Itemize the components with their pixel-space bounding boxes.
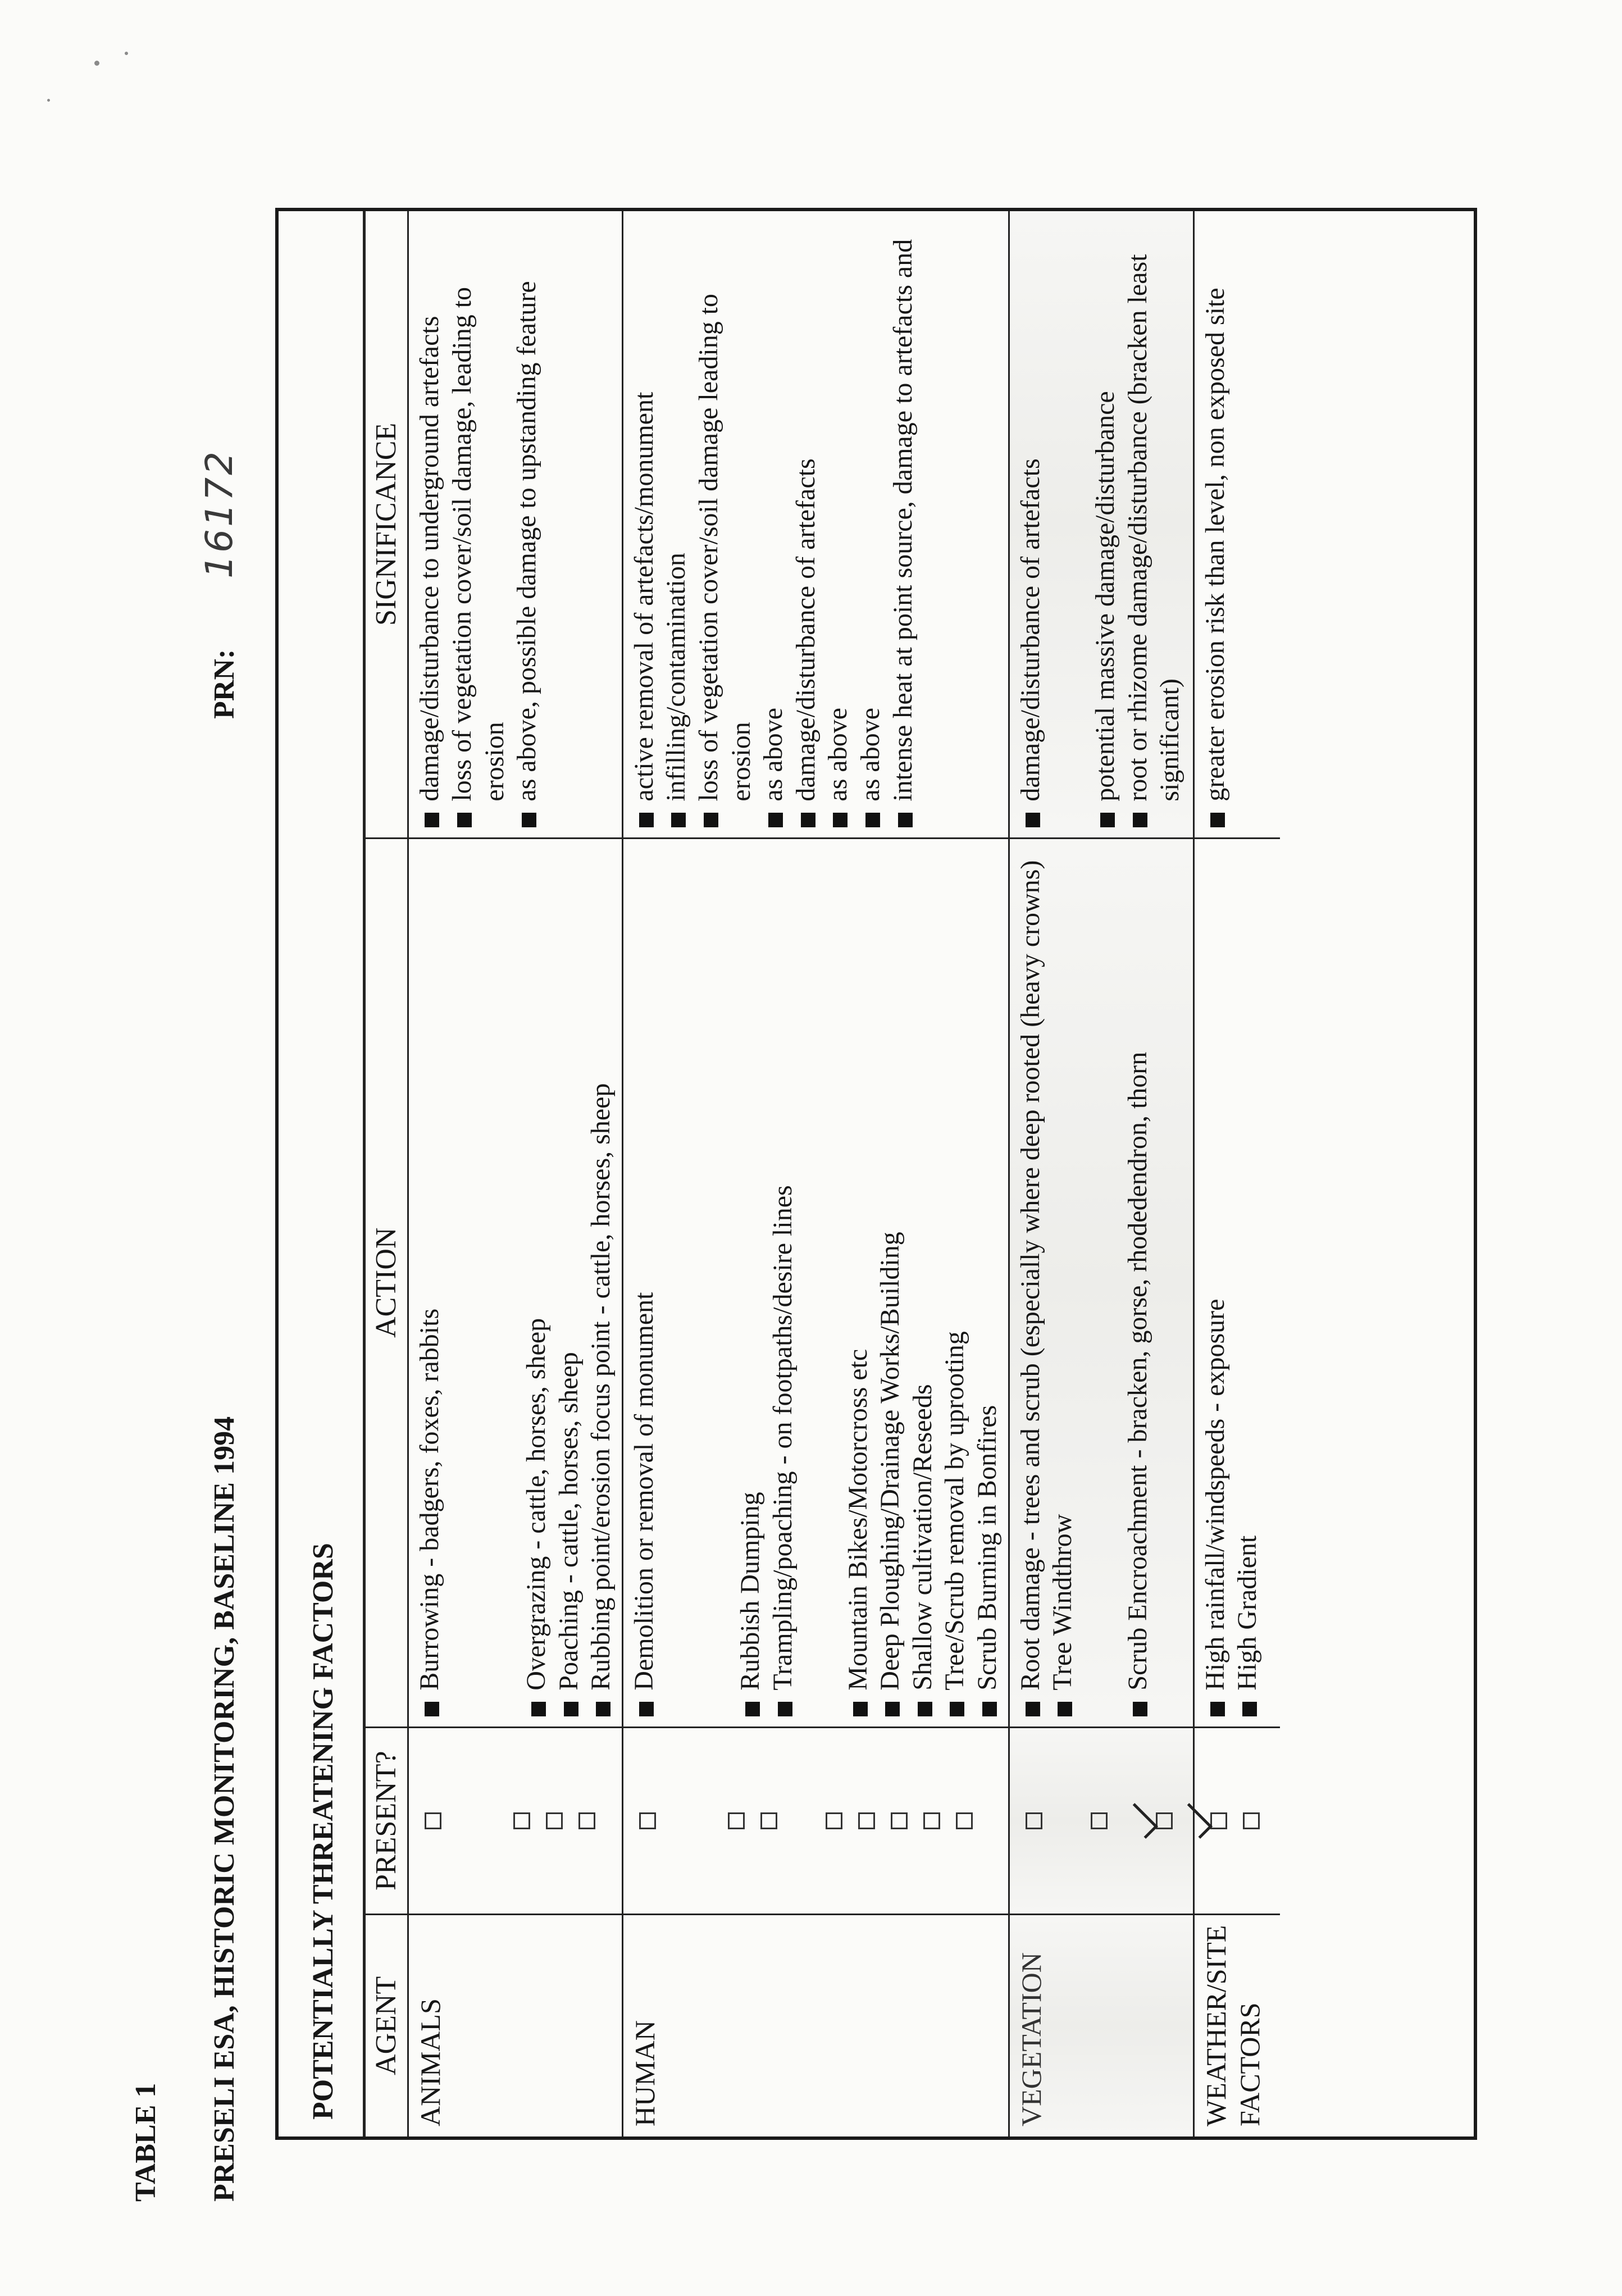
significance-item: damage/disturbance of artefacts	[1015, 458, 1045, 801]
action-cell	[408, 838, 622, 1727]
table-label: TABLE 1	[130, 2083, 162, 2202]
significance-cell	[622, 211, 1009, 838]
rotated-page	[101, 112, 1516, 2218]
square-bullet-icon	[1026, 813, 1040, 827]
header-row	[365, 211, 408, 2136]
square-bullet-icon	[745, 1702, 760, 1716]
square-bullet-icon	[778, 1702, 792, 1716]
action-item: Root damage - trees and scrub (especially where deep rooted (heavy crowns)	[1015, 860, 1045, 1691]
square-bullet-icon	[950, 1702, 964, 1716]
action-item: Shallow cultivation/Reseeds	[907, 1384, 937, 1691]
checkbox[interactable]	[1243, 1812, 1260, 1829]
significance-item: infilling/contamination	[661, 553, 691, 801]
significance-cell	[1009, 211, 1193, 838]
square-bullet-icon	[1210, 1702, 1225, 1716]
square-bullet-icon	[671, 813, 686, 827]
header-present: PRESENT?	[365, 1727, 408, 1914]
action-item: Overgrazing - cattle, horses, sheep	[521, 1318, 551, 1691]
action-item: Deep Ploughing/Drainage Works/Building	[875, 1232, 905, 1691]
square-bullet-icon	[768, 813, 783, 827]
checkbox[interactable]	[1091, 1812, 1108, 1829]
significance-item: as above, possible damage to upstanding feature	[512, 281, 542, 801]
action-cell	[1193, 838, 1280, 1727]
table-row-weather	[1193, 211, 1280, 2136]
square-bullet-icon	[704, 813, 718, 827]
action-item: Poaching - cattle, horses, sheep	[553, 1352, 584, 1691]
header-action: ACTION	[365, 838, 408, 1727]
action-item: Burrowing - badgers, foxes, rabbits	[414, 1308, 445, 1691]
action-item: Tree/Scrub removal by uprooting	[940, 1331, 970, 1691]
square-bullet-icon	[801, 813, 815, 827]
action-item: Demolition or removal of monument	[628, 1292, 659, 1691]
square-bullet-icon	[1100, 813, 1115, 827]
significance-item: active removal of artefacts/monument	[628, 391, 659, 801]
checkbox[interactable]	[639, 1812, 656, 1829]
checkbox[interactable]	[858, 1812, 875, 1829]
table-row-vegetation	[1009, 211, 1193, 2136]
square-bullet-icon	[885, 1702, 900, 1716]
checkbox[interactable]	[891, 1812, 908, 1829]
action-item: Tree Windthrow	[1047, 1514, 1078, 1691]
action-item: Rubbing point/erosion focus point - cattle, horses, sheep	[586, 1083, 616, 1691]
checkbox[interactable]	[513, 1812, 530, 1829]
square-bullet-icon	[564, 1702, 578, 1716]
significance-item: as above	[823, 708, 853, 801]
action-item: Scrub Burning in Bonfires	[972, 1405, 1002, 1691]
checkbox[interactable]	[728, 1812, 745, 1829]
checkbox[interactable]	[923, 1812, 940, 1829]
significance-item: damage/disturbance to underground artefacts	[414, 316, 445, 801]
square-bullet-icon	[639, 813, 654, 827]
agent-cell: HUMAN	[622, 1914, 1009, 2136]
checkbox[interactable]	[956, 1812, 973, 1829]
agent-cell: VEGETATION	[1009, 1914, 1193, 2136]
square-bullet-icon	[457, 813, 472, 827]
significance-item: damage/disturbance of artefacts	[790, 458, 821, 801]
square-bullet-icon	[425, 1702, 439, 1716]
scan-speck	[47, 99, 50, 102]
significance-item: intense heat at point source, damage to artefacts and	[887, 239, 918, 801]
document-heading	[198, 124, 241, 2202]
action-item: Trampling/poaching - on footpaths/desire lines	[767, 1185, 798, 1691]
square-bullet-icon	[918, 1702, 932, 1716]
action-item: Scrub Encroachment - bracken, gorse, rhodedendron, thorn	[1122, 1051, 1152, 1691]
square-bullet-icon	[898, 813, 913, 827]
significance-item: root or rhizome damage/disturbance (bracken least significant)	[1122, 254, 1185, 801]
present-cell	[408, 1727, 622, 1914]
heading-title: PRESELI ESA, HISTORIC MONITORING, BASELINE 1994	[208, 1416, 240, 2202]
scan-speck	[125, 52, 128, 55]
checkbox[interactable]	[760, 1812, 777, 1829]
checkbox[interactable]	[546, 1812, 563, 1829]
square-bullet-icon	[1058, 1702, 1072, 1716]
checkbox[interactable]	[425, 1812, 441, 1829]
significance-cell	[408, 211, 622, 838]
header-significance: SIGNIFICANCE	[365, 211, 408, 838]
square-bullet-icon	[833, 813, 848, 827]
present-cell	[622, 1727, 1009, 1914]
checkbox[interactable]	[578, 1812, 595, 1829]
square-bullet-icon	[596, 1702, 610, 1716]
present-cell	[1009, 1727, 1193, 1914]
significance-item: greater erosion risk than level, non exposed site	[1200, 288, 1230, 801]
prn-handwritten-value: 16172	[198, 449, 241, 578]
agent-cell: ANIMALS	[408, 1914, 622, 2136]
square-bullet-icon	[425, 813, 439, 827]
header-agent: AGENT	[365, 1914, 408, 2136]
action-item: Mountain Bikes/Motorcross etc	[842, 1349, 873, 1691]
scan-speck	[94, 61, 99, 66]
significance-item: as above	[758, 708, 789, 801]
square-bullet-icon	[1242, 1702, 1257, 1716]
checkbox[interactable]	[1026, 1812, 1042, 1829]
checkbox[interactable]	[826, 1812, 842, 1829]
square-bullet-icon	[1133, 813, 1147, 827]
action-item: High Gradient	[1232, 1535, 1263, 1691]
action-cell	[1009, 838, 1193, 1727]
section-title: POTENTIALLY THREATENING FACTORS	[307, 1543, 339, 2120]
significance-item: potential massive damage/disturbance	[1090, 391, 1120, 801]
square-bullet-icon	[639, 1702, 654, 1716]
present-cell	[1193, 1727, 1280, 1914]
square-bullet-icon	[1210, 813, 1225, 827]
prn-label: PRN:	[208, 649, 240, 719]
significance-item: as above	[855, 708, 885, 801]
action-cell	[622, 838, 1009, 1727]
square-bullet-icon	[1026, 1702, 1040, 1716]
action-item: Rubbish Dumping	[735, 1492, 766, 1691]
checkbox-checked[interactable]	[1210, 1812, 1227, 1829]
factors-table	[363, 211, 1280, 2136]
table-row-human	[622, 211, 1009, 2136]
square-bullet-icon	[853, 1702, 868, 1716]
square-bullet-icon	[865, 813, 880, 827]
checkbox-checked[interactable]	[1156, 1812, 1173, 1829]
square-bullet-icon	[982, 1702, 997, 1716]
significance-item: loss of vegetation cover/soil damage leading to erosion	[693, 293, 756, 801]
significance-item: loss of vegetation cover/soil damage, leading to erosion	[446, 286, 509, 801]
square-bullet-icon	[531, 1702, 546, 1716]
square-bullet-icon	[1133, 1702, 1147, 1716]
significance-cell	[1193, 211, 1280, 838]
factors-table-box	[275, 208, 1477, 2140]
action-item: High rainfall/windspeeds - exposure	[1200, 1299, 1230, 1691]
table-row-animals	[408, 211, 622, 2136]
agent-cell: WEATHER/SITE FACTORS	[1193, 1914, 1280, 2136]
square-bullet-icon	[522, 813, 536, 827]
